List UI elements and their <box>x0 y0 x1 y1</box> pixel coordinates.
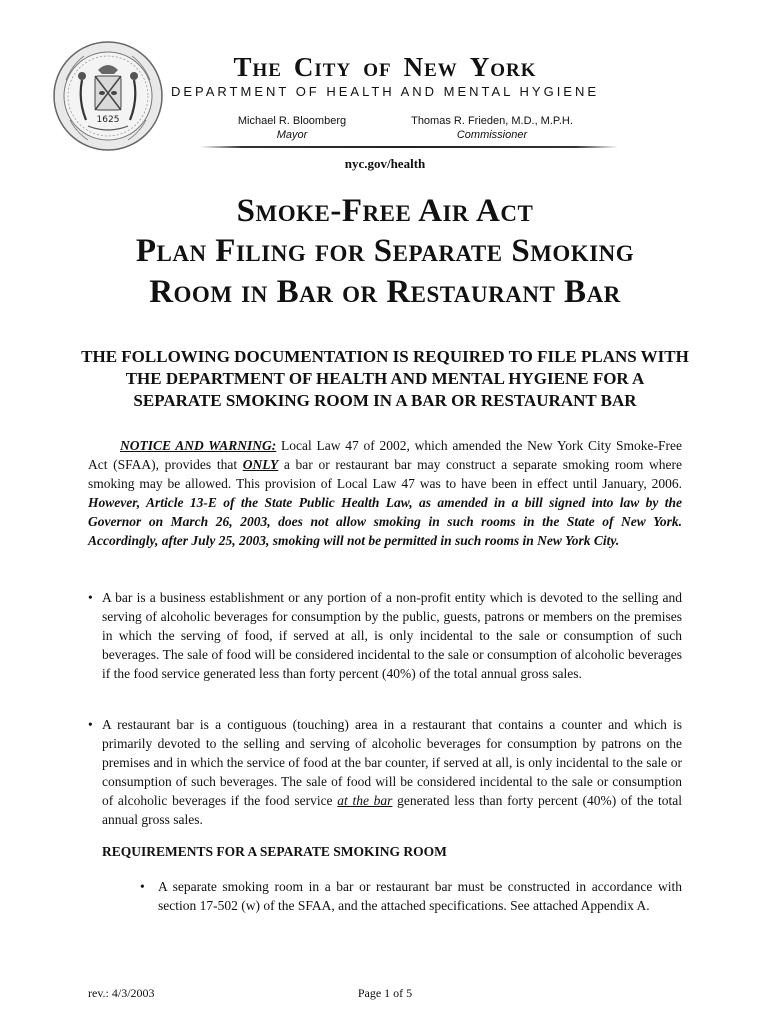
department-name: DEPARTMENT OF HEALTH AND MENTAL HYGIENE <box>170 84 600 99</box>
official-mayor <box>182 114 402 142</box>
notice-emphasis: However, Article 13-E of the State Public Health Law, as amended in a bill signed into law by the Governor on March 26, 2003, does not allow smoking in such rooms in the State of New York. Accordingly, after July 25, 2003, smoking will not be permitted in such rooms in New York City. <box>88 495 682 548</box>
restaurant-bar-text-a: A restaurant bar is a contiguous (touching) area in a restaurant that contains a counter and which is primarily devoted to the selling and serving of alcoholic beverages for consumption by patrons on the premises and in which the service of food at the bar counter, if served at all, is only incidental to the sale or consumption of such beverages. The sale of food will be considered incidental to the sale or consumption of alcoholic beverages if the food service <box>102 717 682 808</box>
bullet-icon: • <box>88 717 93 732</box>
notice-text-2: a bar or restaurant bar may construct a separate smoking room where smoking may be allowed. This provision of Local Law 47 was to have been in effect until January, 2006. <box>88 457 683 491</box>
notice-paragraph <box>88 436 682 550</box>
page-number: Page 1 of 5 <box>357 986 413 1000</box>
title-word-city: City <box>293 52 352 82</box>
official-commissioner <box>382 114 602 142</box>
document-title-line-1: Smoke-Free Air Act <box>236 193 534 229</box>
letterhead-divider <box>200 146 618 148</box>
notice-text-1: Local Law 47 of 2002, which amended the New York City Smoke-Free Act (SFAA), provides that <box>88 438 682 472</box>
document-title-line-3: Room in Bar or Restaurant Bar <box>149 274 621 310</box>
title-word-of: of <box>363 52 392 82</box>
commissioner-role: Commissioner <box>456 129 528 141</box>
commissioner-name: Thomas R. Frieden, M.D., M.P.H. <box>411 115 573 127</box>
mayor-role: Mayor <box>276 129 308 141</box>
restaurant-bar-at-the-bar: at the bar <box>337 793 393 808</box>
document-title-line-2: Plan Filing for Separate Smoking <box>135 233 635 269</box>
title-word-new: New <box>403 52 458 82</box>
bar-definition-text: A bar is a business establishment or any portion of a non-profit entity which is devoted to the selling and serving of alcoholic beverages for consumption by the public, guests, patrons or members on the premises in which the serving of food, if served at all, is only incidental to the sale or consumption of such beverages. The sale of food will be considered incidental to the sale or consumption of alcoholic beverages if the food service generated less than forty percent (40%) of the total annual gross sales. <box>102 590 682 681</box>
requirement-item-text: A separate smoking room in a bar or restaurant bar must be constructed in accordance with section 17-502 (w) of the SFAA, and the attached specifications. See attached Appendix A. <box>158 879 682 913</box>
required-documentation-heading: THE FOLLOWING DOCUMENTATION IS REQUIRED TO FILE PLANS WITH THE DEPARTMENT OF HEALTH AND MENTAL HYGIENE FOR A SEPARATE SMOKING ROOM IN A BAR OR RESTAURANT BAR <box>81 347 689 410</box>
bullet-icon: • <box>140 879 145 894</box>
revision-date: rev.: 4/3/2003 <box>88 986 155 1000</box>
bullet-icon: • <box>88 590 93 605</box>
seal-year: 1625 <box>96 115 120 125</box>
title-word-york: York <box>469 52 537 82</box>
website-url: nyc.gov/health <box>344 156 426 171</box>
mayor-name: Michael R. Bloomberg <box>237 115 347 127</box>
city-title <box>0 52 770 83</box>
requirements-heading: REQUIREMENTS FOR A SEPARATE SMOKING ROOM <box>102 844 447 859</box>
title-word-the: The <box>233 52 282 82</box>
restaurant-bar-definition-text <box>102 715 682 829</box>
notice-label: NOTICE AND WARNING: <box>120 438 277 453</box>
restaurant-bar-text-b: generated less than forty percent (40%) of the total annual gross sales. <box>102 793 683 827</box>
notice-only: ONLY <box>242 457 279 472</box>
